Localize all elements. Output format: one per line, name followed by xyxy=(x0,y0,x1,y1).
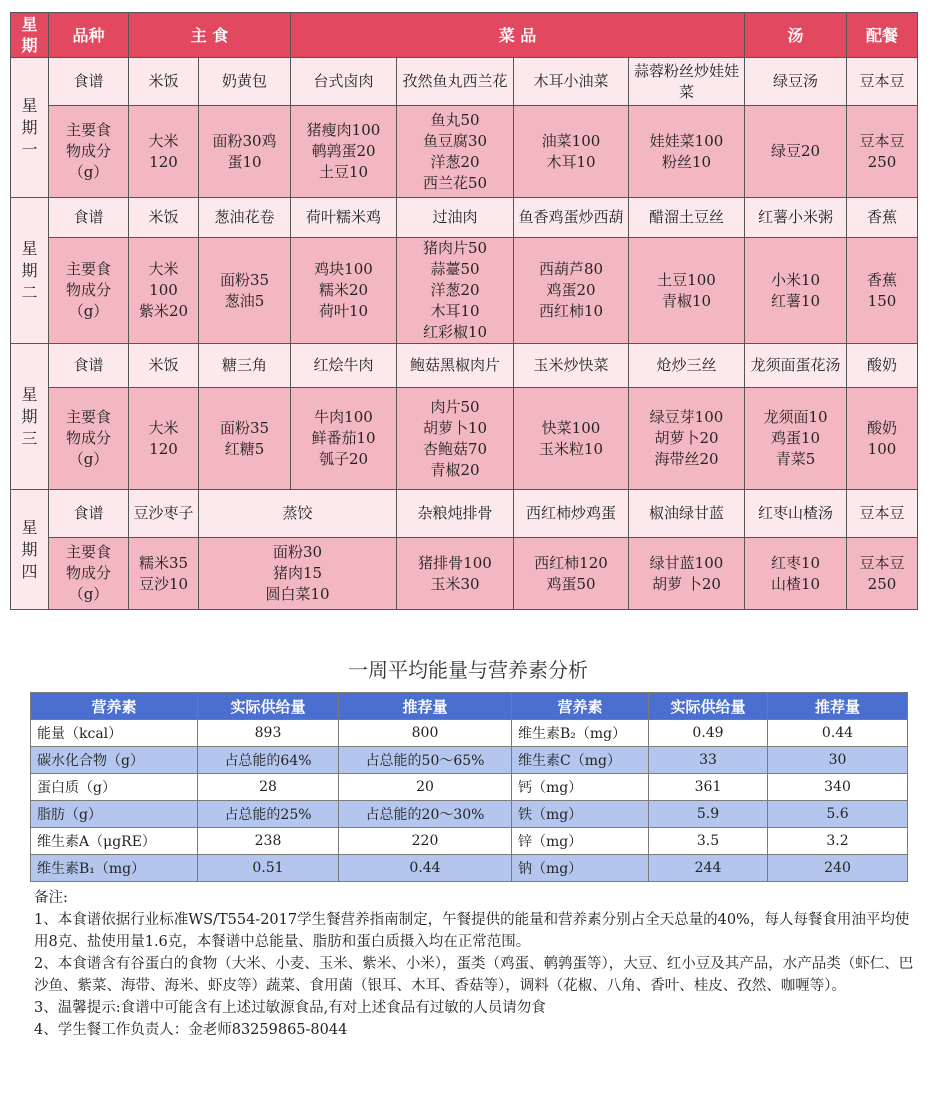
ingredient-cell: 牛肉100 鲜番茄10 瓠子20 xyxy=(291,388,397,490)
ingredient-cell: 香蕉 150 xyxy=(847,238,918,344)
recipe-cell: 玉米炒快菜 xyxy=(514,344,629,388)
recipe-cell: 豆沙枣子 xyxy=(129,490,199,538)
day-label: 星 期 一 xyxy=(21,95,38,159)
nutrition-cell: 244 xyxy=(649,855,768,882)
ingredient-cell: 糯米35 豆沙10 xyxy=(129,538,199,610)
header-dishes: 菜 品 xyxy=(291,13,745,58)
recipe-cell: 糖三角 xyxy=(199,344,291,388)
nutrition-row xyxy=(31,774,908,801)
day-label: 星 期 三 xyxy=(21,384,38,448)
day-cell xyxy=(11,58,49,198)
ingredient-cell: 肉片50 胡萝卜10 杏鲍菇70 青椒20 xyxy=(397,388,514,490)
recipe-cell: 过油肉 xyxy=(397,198,514,238)
ingredient-cell: 面粉35 红糖5 xyxy=(199,388,291,490)
recipe-cell: 葱油花卷 xyxy=(199,198,291,238)
ingredient-cell: 土豆100 青椒10 xyxy=(629,238,745,344)
recipe-label: 食谱 xyxy=(49,198,129,238)
nutrition-header-cell: 营养素 xyxy=(512,693,649,720)
nutrition-header-cell: 营养素 xyxy=(31,693,198,720)
menu-recipe-row xyxy=(11,490,918,538)
menu-recipe-row xyxy=(11,58,918,106)
recipe-cell: 杂粮炖排骨 xyxy=(397,490,514,538)
nutrition-cell: 340 xyxy=(768,774,908,801)
recipe-cell: 鲍菇黑椒肉片 xyxy=(397,344,514,388)
recipe-cell: 醋溜土豆丝 xyxy=(629,198,745,238)
note-line: 3、温馨提示:食谱中可能含有上述过敏源食品,有对上述食品有过敏的人员请勿食 xyxy=(34,1000,546,1016)
weekly-menu-table xyxy=(10,12,918,610)
menu-ingredient-row xyxy=(11,106,918,198)
nutrition-cell: 占总能的64% xyxy=(198,747,339,774)
nutrition-cell: 蛋白质（g） xyxy=(31,774,198,801)
nutrition-cell: 能量（kcal） xyxy=(31,720,198,747)
nutrition-cell: 0.44 xyxy=(339,855,512,882)
recipe-cell: 孜然鱼丸西兰花 xyxy=(397,58,514,106)
nutrition-cell: 3.2 xyxy=(768,828,908,855)
nutrition-header-cell: 推荐量 xyxy=(339,693,512,720)
nutrition-cell: 5.6 xyxy=(768,801,908,828)
recipe-cell: 奶黄包 xyxy=(199,58,291,106)
recipe-cell: 台式卤肉 xyxy=(291,58,397,106)
ingredient-cell: 绿甘蓝100 胡萝 卜20 xyxy=(629,538,745,610)
ingredient-cell: 绿豆20 xyxy=(745,106,847,198)
ingredient-cell: 鱼丸50 鱼豆腐30 洋葱20 西兰花50 xyxy=(397,106,514,198)
ingredient-cell: 西红柿120 鸡蛋50 xyxy=(514,538,629,610)
nutrition-cell: 碳水化合物（g） xyxy=(31,747,198,774)
header-day xyxy=(11,13,49,58)
ingredient-cell: 娃娃菜100 粉丝10 xyxy=(629,106,745,198)
nutrition-cell: 28 xyxy=(198,774,339,801)
nutrition-cell: 20 xyxy=(339,774,512,801)
ingredient-cell: 油菜100 木耳10 xyxy=(514,106,629,198)
nutrition-header-cell: 实际供给量 xyxy=(198,693,339,720)
recipe-label: 食谱 xyxy=(49,344,129,388)
recipe-cell: 豆本豆 xyxy=(847,58,918,106)
nutrition-cell: 占总能的25% xyxy=(198,801,339,828)
ingredient-cell: 龙须面10 鸡蛋10 青菜5 xyxy=(745,388,847,490)
ingredient-cell: 猪排骨100 玉米30 xyxy=(397,538,514,610)
menu-ingredient-row xyxy=(11,238,918,344)
menu-recipe-row xyxy=(11,198,918,238)
ingredient-cell: 红枣10 山楂10 xyxy=(745,538,847,610)
nutrition-row xyxy=(31,720,908,747)
nutrition-cell: 893 xyxy=(198,720,339,747)
ingredient-cell: 小米10 红薯10 xyxy=(745,238,847,344)
recipe-cell: 荷叶糯米鸡 xyxy=(291,198,397,238)
nutrition-cell: 脂肪（g） xyxy=(31,801,198,828)
ingredient-cell: 西葫芦80 鸡蛋20 西红柿10 xyxy=(514,238,629,344)
nutrition-row xyxy=(31,747,908,774)
recipe-label: 食谱 xyxy=(49,58,129,106)
note-line: 备注: xyxy=(34,890,68,906)
notes xyxy=(34,887,914,1041)
nutrition-cell: 220 xyxy=(339,828,512,855)
nutrition-row xyxy=(31,855,908,882)
recipe-cell: 绿豆汤 xyxy=(745,58,847,106)
nutrition-cell: 维生素B₂（mg） xyxy=(512,720,649,747)
nutrition-cell: 0.51 xyxy=(198,855,339,882)
ingredient-cell: 猪肉片50 蒜薹50 洋葱20 木耳10 红彩椒10 xyxy=(397,238,514,344)
ingredient-cell: 豆本豆 250 xyxy=(847,106,918,198)
header-staple: 主 食 xyxy=(129,13,291,58)
recipe-cell: 炝炒三丝 xyxy=(629,344,745,388)
nutrition-table xyxy=(30,692,908,882)
ingredient-cell: 猪瘦肉100 鹌鹑蛋20 土豆10 xyxy=(291,106,397,198)
ingredient-label: 主要食 物成分 （g） xyxy=(49,538,129,610)
ingredient-label: 主要食 物成分 （g） xyxy=(49,238,129,344)
nutrition-cell: 0.49 xyxy=(649,720,768,747)
nutrition-cell: 维生素A（μgRE） xyxy=(31,828,198,855)
menu-ingredient-row xyxy=(11,538,918,610)
recipe-cell: 米饭 xyxy=(129,58,199,106)
nutrition-cell: 钠（mg） xyxy=(512,855,649,882)
recipe-cell: 蒸饺 xyxy=(199,490,397,538)
day-label: 星 期 四 xyxy=(21,517,38,581)
nutrition-cell: 361 xyxy=(649,774,768,801)
menu-header-row xyxy=(11,13,918,58)
recipe-cell: 米饭 xyxy=(129,198,199,238)
recipe-cell: 红薯小米粥 xyxy=(745,198,847,238)
recipe-cell: 蒜蓉粉丝炒娃娃菜 xyxy=(629,58,745,106)
recipe-cell: 椒油绿甘蓝 xyxy=(629,490,745,538)
nutrition-cell: 维生素C（mg） xyxy=(512,747,649,774)
recipe-cell: 木耳小油菜 xyxy=(514,58,629,106)
menu-recipe-row xyxy=(11,344,918,388)
nutrition-cell: 238 xyxy=(198,828,339,855)
nutrition-cell: 240 xyxy=(768,855,908,882)
day-cell xyxy=(11,490,49,610)
ingredient-cell: 大米 100 紫米20 xyxy=(129,238,199,344)
nutrition-cell: 0.44 xyxy=(768,720,908,747)
note-line: 4、学生餐工作负责人：金老师83259865-8044 xyxy=(34,1022,348,1038)
day-label: 星 期 二 xyxy=(21,238,38,302)
nutrition-row xyxy=(31,801,908,828)
nutrition-header-cell: 推荐量 xyxy=(768,693,908,720)
ingredient-label: 主要食 物成分 （g） xyxy=(49,388,129,490)
recipe-cell: 酸奶 xyxy=(847,344,918,388)
nutrition-header-cell: 实际供给量 xyxy=(649,693,768,720)
menu-ingredient-row xyxy=(11,388,918,490)
ingredient-cell: 酸奶 100 xyxy=(847,388,918,490)
recipe-cell: 鱼香鸡蛋炒西葫 xyxy=(514,198,629,238)
ingredient-cell: 快菜100 玉米粒10 xyxy=(514,388,629,490)
day-cell xyxy=(11,198,49,344)
recipe-cell: 红烩牛肉 xyxy=(291,344,397,388)
nutrition-row xyxy=(31,828,908,855)
ingredient-cell: 面粉30 猪肉15 圆白菜10 xyxy=(199,538,397,610)
nutrition-cell: 5.9 xyxy=(649,801,768,828)
ingredient-cell: 豆本豆 250 xyxy=(847,538,918,610)
ingredient-cell: 大米 120 xyxy=(129,106,199,198)
ingredient-cell: 面粉35 葱油5 xyxy=(199,238,291,344)
header-extra: 配餐 xyxy=(847,13,918,58)
note-line: 2、本食谱含有谷蛋白的食物（大米、小麦、玉米、紫米、小米），蛋类（鸡蛋、鹌鹑蛋等），大豆、红小豆及其产品，水产品类（虾仁、巴沙鱼、紫菜、海带、海米、虾皮等）蔬菜、食用菌（银耳、木耳、香菇等），调料（花椒、八角、香叶、桂皮、孜然、咖喱等）。 xyxy=(34,956,914,994)
nutrition-cell: 铁（mg） xyxy=(512,801,649,828)
note-line: 1、本食谱依据行业标准WS/T554-2017学生餐营养指南制定，午餐提供的能量和营养素分别占全天总量的40%，每人每餐食用油平均使用8克、盐使用量1.6克，本餐谱中总能量、脂肪和蛋白质摄入均在正常范围。 xyxy=(34,912,910,950)
recipe-cell: 香蕉 xyxy=(847,198,918,238)
nutrition-cell: 维生素B₁（mg） xyxy=(31,855,198,882)
ingredient-cell: 面粉30鸡 蛋10 xyxy=(199,106,291,198)
nutrition-cell: 3.5 xyxy=(649,828,768,855)
ingredient-cell: 大米 120 xyxy=(129,388,199,490)
ingredient-cell: 绿豆芽100 胡萝卜20 海带丝20 xyxy=(629,388,745,490)
header-kind: 品种 xyxy=(49,13,129,58)
nutrition-cell: 占总能的50～65% xyxy=(339,747,512,774)
header-soup: 汤 xyxy=(745,13,847,58)
ingredient-cell: 鸡块100 糯米20 荷叶10 xyxy=(291,238,397,344)
recipe-cell: 龙须面蛋花汤 xyxy=(745,344,847,388)
analysis-title: 一周平均能量与营养素分析 xyxy=(348,658,588,682)
header-day-text: 星 期 xyxy=(21,15,38,55)
nutrition-cell: 800 xyxy=(339,720,512,747)
nutrition-cell: 占总能的20～30% xyxy=(339,801,512,828)
recipe-label: 食谱 xyxy=(49,490,129,538)
nutrition-cell: 锌（mg） xyxy=(512,828,649,855)
nutrition-header-row xyxy=(31,693,908,720)
nutrition-cell: 33 xyxy=(649,747,768,774)
recipe-cell: 西红柿炒鸡蛋 xyxy=(514,490,629,538)
nutrition-cell: 30 xyxy=(768,747,908,774)
recipe-cell: 红枣山楂汤 xyxy=(745,490,847,538)
day-cell xyxy=(11,344,49,490)
recipe-cell: 豆本豆 xyxy=(847,490,918,538)
ingredient-label: 主要食 物成分 （g） xyxy=(49,106,129,198)
recipe-cell: 米饭 xyxy=(129,344,199,388)
nutrition-cell: 钙（mg） xyxy=(512,774,649,801)
